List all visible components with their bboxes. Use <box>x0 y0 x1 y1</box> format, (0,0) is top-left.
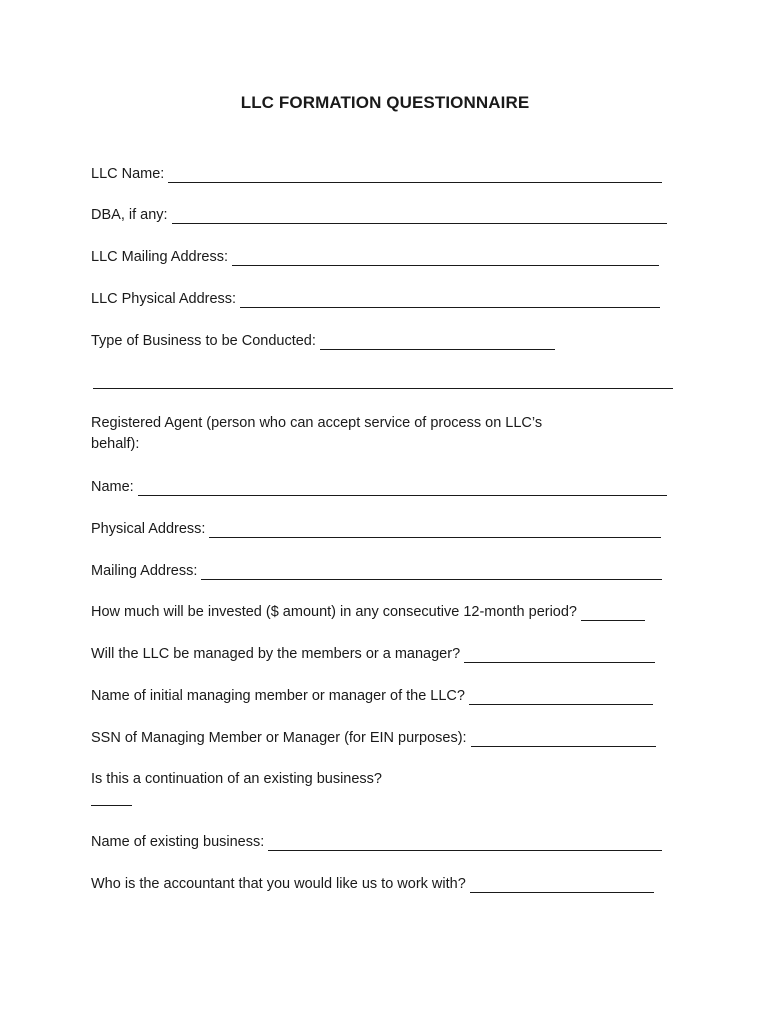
investment-field <box>91 603 645 621</box>
continuation-blank[interactable] <box>91 805 132 806</box>
existing-business-field <box>91 833 662 851</box>
llc-name-field <box>91 165 662 183</box>
investment-label: How much will be invested ($ amount) in any consecutive 12-month period? <box>91 604 577 620</box>
agent-mailing-address-label: Mailing Address: <box>91 563 198 579</box>
document-title: LLC FORMATION QUESTIONNAIRE <box>240 93 530 112</box>
accountant-field <box>91 875 654 893</box>
llc-name-label: LLC Name: <box>91 166 165 182</box>
initial-manager-field <box>91 687 653 705</box>
business-type-blank[interactable] <box>320 335 555 350</box>
management-field <box>91 645 655 663</box>
accountant-blank[interactable] <box>470 878 654 893</box>
llc-name-blank[interactable] <box>168 168 662 183</box>
ssn-blank[interactable] <box>471 732 656 747</box>
llc-physical-address-blank[interactable] <box>240 293 660 308</box>
business-type-continuation-line[interactable] <box>93 388 673 389</box>
agent-physical-address-blank[interactable] <box>209 523 661 538</box>
registered-agent-intro: Registered Agent (person who can accept service of process on LLC’s behalf): <box>91 415 543 452</box>
dba-field <box>91 206 667 224</box>
ssn-field <box>91 729 656 747</box>
business-type-field <box>91 332 555 350</box>
llc-physical-address-field <box>91 290 660 308</box>
llc-mailing-address-blank[interactable] <box>232 251 659 266</box>
agent-name-field <box>91 478 667 496</box>
agent-mailing-address-field <box>91 562 662 580</box>
business-type-label: Type of Business to be Conducted: <box>91 333 316 349</box>
llc-mailing-address-label: LLC Mailing Address: <box>91 249 229 265</box>
management-blank[interactable] <box>464 648 655 663</box>
dba-label: DBA, if any: <box>91 207 168 223</box>
initial-manager-label: Name of initial managing member or manager of the LLC? <box>91 688 465 704</box>
continuation-field <box>91 770 382 788</box>
llc-mailing-address-field <box>91 248 659 266</box>
agent-name-label: Name: <box>91 479 134 495</box>
existing-business-blank[interactable] <box>268 836 662 851</box>
agent-physical-address-label: Physical Address: <box>91 521 206 537</box>
ssn-label: SSN of Managing Member or Manager (for EIN purposes): <box>91 730 467 746</box>
accountant-label: Who is the accountant that you would like us to work with? <box>91 876 466 892</box>
management-label: Will the LLC be managed by the members or a manager? <box>91 646 461 662</box>
llc-physical-address-label: LLC Physical Address: <box>91 291 237 307</box>
continuation-label: Is this a continuation of an existing business? <box>91 771 382 787</box>
existing-business-label: Name of existing business: <box>91 834 265 850</box>
agent-name-blank[interactable] <box>138 481 667 496</box>
investment-blank[interactable] <box>581 606 645 621</box>
agent-physical-address-field <box>91 520 661 538</box>
agent-mailing-address-blank[interactable] <box>201 565 662 580</box>
initial-manager-blank[interactable] <box>469 690 653 705</box>
dba-blank[interactable] <box>172 209 667 224</box>
